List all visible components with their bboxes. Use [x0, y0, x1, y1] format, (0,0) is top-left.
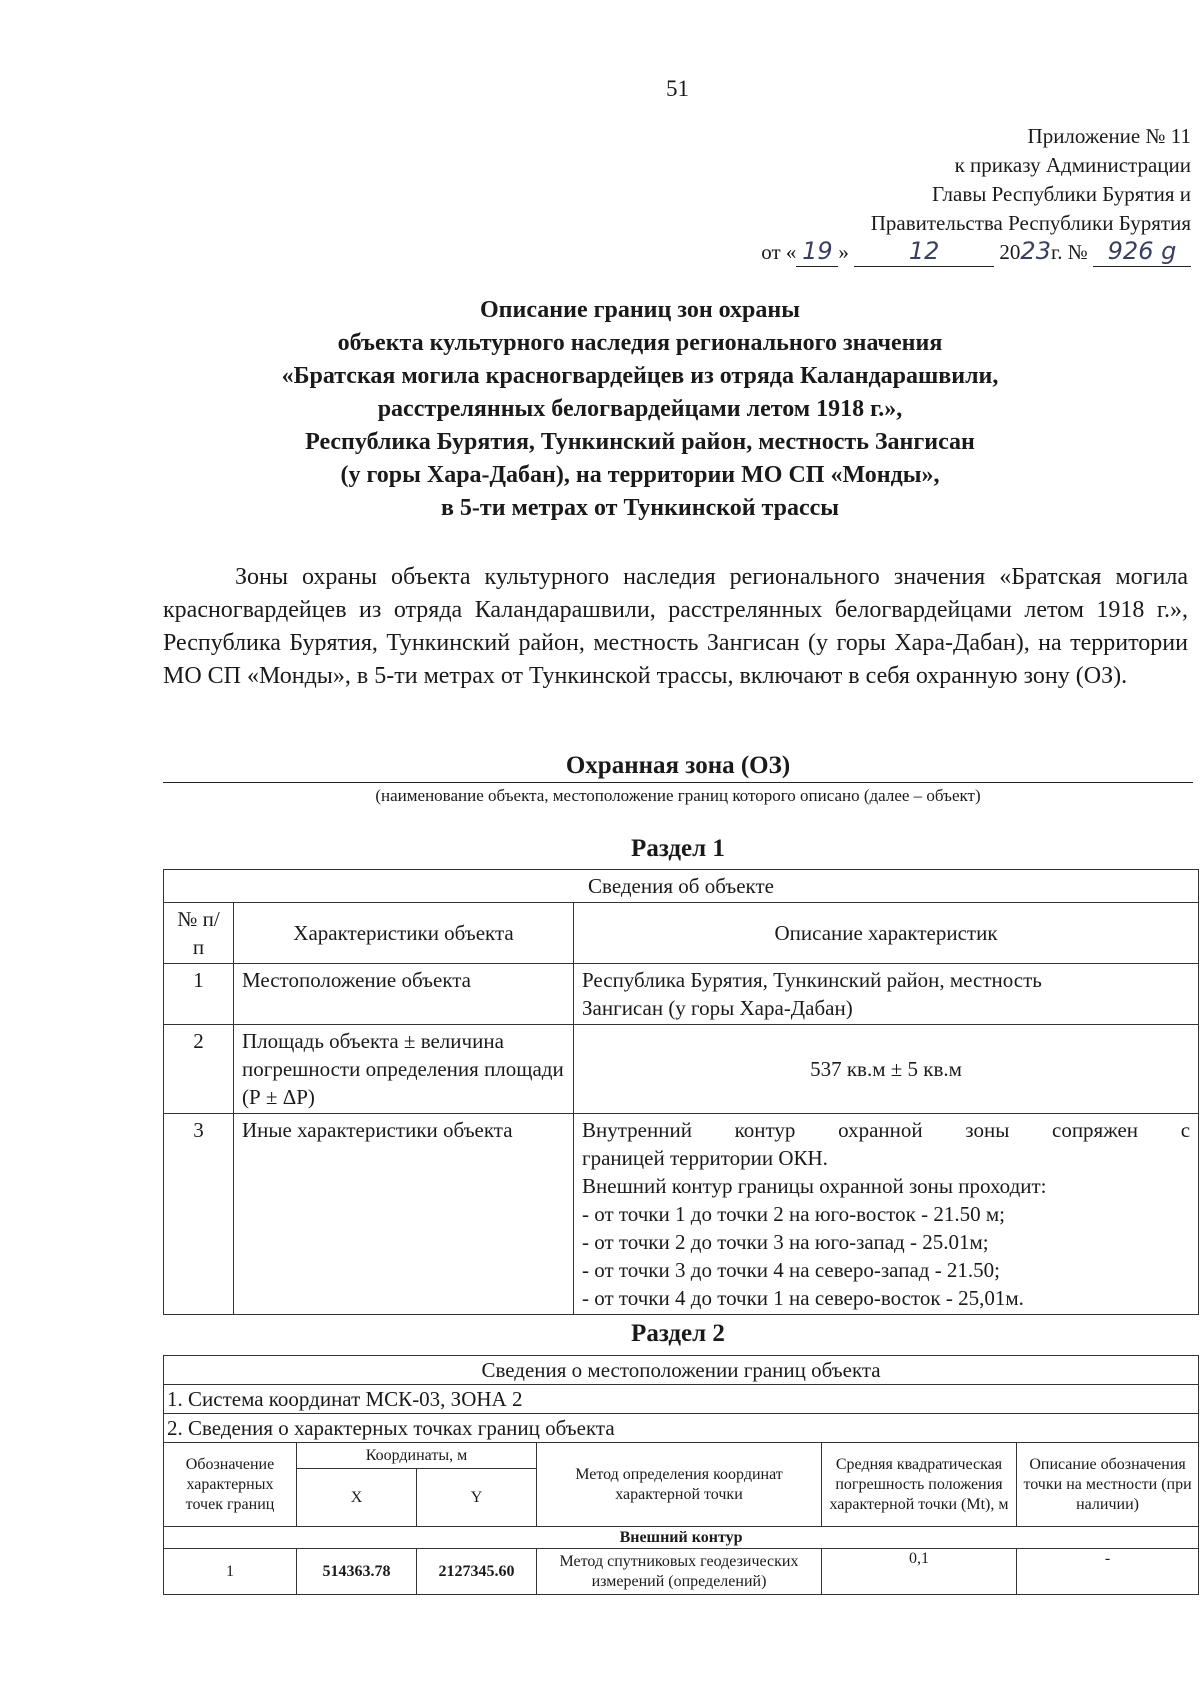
- document-title: [150, 294, 1130, 525]
- column-header: Средняя квадратическая погрешность положения характерной точки (Mt), м: [822, 1443, 1017, 1527]
- order-year-suffix: 23: [1020, 237, 1051, 265]
- description-line: границей территории ОКН.: [582, 1146, 828, 1170]
- order-prefix: от «: [761, 240, 797, 264]
- point-number: 1: [164, 1549, 297, 1595]
- column-header: Y: [417, 1469, 537, 1527]
- point-x: 514363.78: [297, 1549, 417, 1595]
- description-line: - от точки 3 до точки 4 на северо-запад - 21.50;: [582, 1258, 1001, 1282]
- column-header: Метод определения координат характерной точки: [537, 1443, 822, 1527]
- description-line: - от точки 2 до точки 3 на юго-запад - 25.01м;: [582, 1230, 989, 1254]
- points-header: 2. Сведения о характерных точках границ объекта: [164, 1414, 1199, 1443]
- column-header: Описание характеристик: [574, 903, 1199, 964]
- title-line: расстрелянных белогвардейцами летом 1918 г.»,: [377, 396, 903, 422]
- point-method: Метод спутниковых геодезических измерений (определений): [537, 1549, 822, 1595]
- table-row: [164, 1025, 1199, 1114]
- description-line: Внешний контур границы охранной зоны проходит:: [582, 1174, 1047, 1198]
- column-header: X: [297, 1469, 417, 1527]
- row-characteristic: Местоположение объекта: [234, 964, 574, 1025]
- order-day: 19: [796, 237, 838, 267]
- section-1-title: Раздел 1: [631, 835, 725, 862]
- table-row: [164, 1114, 1199, 1315]
- page-number: 51: [666, 76, 689, 101]
- title-line: (у горы Хара-Дабан), на территории МО СП «Монды»,: [340, 462, 940, 488]
- title-line: Республика Бурятия, Тункинский район, местность Зангисан: [305, 429, 975, 455]
- order-after-year: г. №: [1050, 240, 1088, 264]
- order-date-line: [761, 237, 1191, 267]
- point-description: -: [1017, 1549, 1199, 1595]
- contour-label: Внешний контур: [164, 1527, 1199, 1549]
- table-row: [164, 1549, 1199, 1595]
- zone-rule: [163, 782, 1193, 783]
- point-error: 0,1: [822, 1549, 1017, 1595]
- appendix-line-4: Правительства Республики Бурятия: [870, 211, 1191, 235]
- row-description: [574, 964, 1199, 1025]
- row-number: 2: [164, 1025, 234, 1114]
- point-y: 2127345.60: [417, 1549, 537, 1595]
- title-line: в 5-ти метрах от Тункинской трассы: [440, 495, 840, 521]
- description-line: Республика Бурятия, Тункинский район, местность: [582, 968, 1042, 992]
- column-header: № п/п: [164, 903, 234, 964]
- column-header: Характеристики объекта: [234, 903, 574, 964]
- row-characteristic: Площадь объекта ± величина погрешности определения площади (Р ± ΔР): [234, 1025, 574, 1114]
- section-2-title: Раздел 2: [631, 1320, 725, 1347]
- table-header: Сведения о местоположении границ объекта: [164, 1356, 1199, 1385]
- table-row: [164, 964, 1199, 1025]
- appendix-line-2: к приказу Администрации: [954, 153, 1191, 177]
- intro-paragraph: Зоны охраны объекта культурного наследия регионального значения «Братская могила красногвардейцев из отряда Каландарашвили, расстрелянных белогвардейцами летом 1918 г.», Республика Бурятия, Тункинский район, местность Зангисан (у горы Хара-Дабан), на территории МО СП «Монды», в 5-ти метрах от Тункинской трассы, включают в себя охранную зону (ОЗ).: [163, 564, 1188, 689]
- column-header: Обозначение характерных точек границ: [164, 1443, 297, 1527]
- title-line: Описание границ зон охраны: [480, 297, 800, 323]
- row-description: 537 кв.м ± 5 кв.м: [574, 1025, 1199, 1114]
- title-line: объекта культурного наследия регионального значения: [337, 330, 943, 356]
- title-line: «Братская могила красногвардейцев из отряда Каландарашвили,: [281, 363, 999, 389]
- order-number: 926 g: [1093, 237, 1191, 267]
- order-after-day: »: [838, 240, 849, 264]
- zone-title: Охранная зона (ОЗ): [565, 752, 791, 779]
- coordinate-system: 1. Система координат МСК-03, ЗОНА 2: [164, 1385, 1199, 1414]
- table-header: Сведения об объекте: [164, 870, 1199, 903]
- boundary-points-table: [163, 1355, 1199, 1595]
- appendix-line-3: Главы Республики Бурятия и: [932, 182, 1191, 206]
- description-line: - от точки 1 до точки 2 на юго-восток - 21.50 м;: [582, 1202, 1005, 1226]
- row-number: 3: [164, 1114, 234, 1315]
- appendix-line-1: Приложение № 11: [1027, 124, 1191, 148]
- appendix-block: [761, 122, 1191, 267]
- column-header: Описание обозначения точки на местности (при наличии): [1017, 1443, 1199, 1527]
- row-characteristic: Иные характеристики объекта: [234, 1114, 574, 1315]
- order-month: 12: [854, 237, 994, 267]
- description-line: - от точки 4 до точки 1 на северо-восток - 25,01м.: [582, 1286, 1024, 1310]
- row-description: [574, 1114, 1199, 1315]
- description-line: Внутренний контур охранной зоны сопряжен с: [582, 1118, 1191, 1142]
- description-line: Зангисан (у горы Хара-Дабан): [582, 996, 853, 1020]
- zone-caption: (наименование объекта, местоположение границ которого описано (далее – объект): [375, 786, 981, 805]
- column-header: Координаты, м: [297, 1443, 537, 1469]
- object-info-table: [163, 869, 1199, 1315]
- order-year-prefix: 20: [999, 240, 1021, 264]
- row-number: 1: [164, 964, 234, 1025]
